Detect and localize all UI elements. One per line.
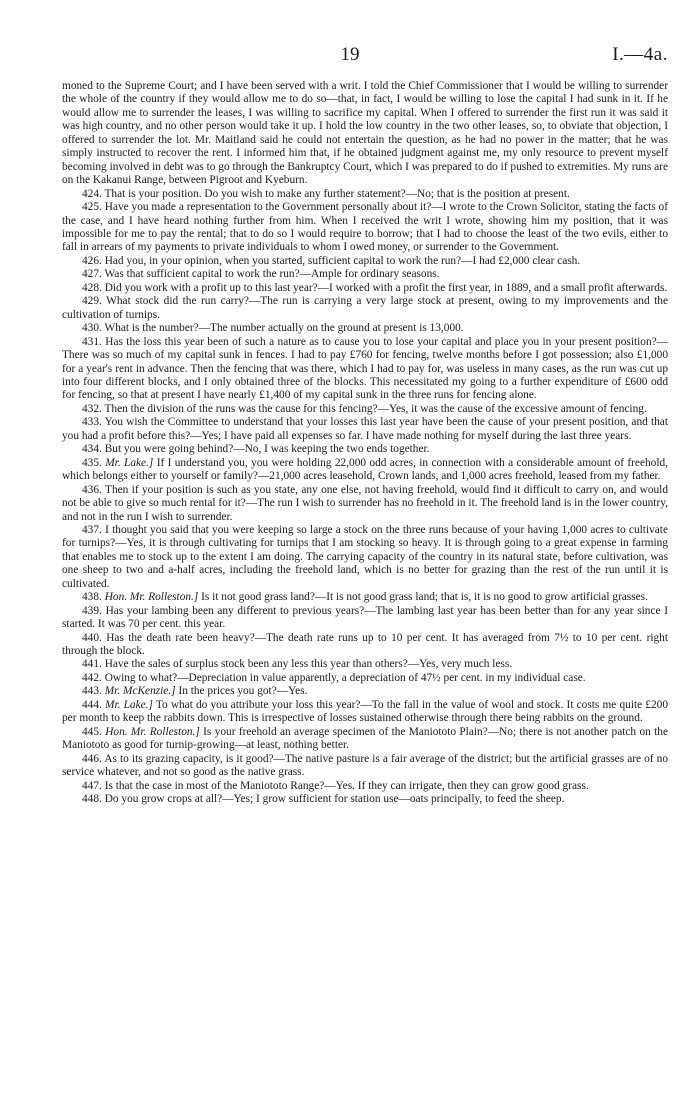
question-number: 429. xyxy=(82,295,102,308)
question-number: 425. xyxy=(82,201,102,214)
paragraph xyxy=(62,201,668,255)
question-number: 432. xyxy=(82,402,102,415)
paragraph xyxy=(62,416,668,443)
question-number: 440. xyxy=(82,631,102,644)
question-number: 428. xyxy=(82,281,102,294)
paragraph xyxy=(62,726,668,753)
paragraph-text: Has your lambing been any different to previous years?—The lambing last year has been better than for any year since I started. It was 70 per cent. this year. xyxy=(62,604,668,631)
question-number: 424. xyxy=(82,187,102,200)
paragraph-text: You wish the Committee to understand that your losses this last year have been the cause of your present position, and that you had a profit before this?—Yes; I have paid all expenses so far. I have made nothing for myself during the last three years. xyxy=(62,416,668,442)
paragraph xyxy=(62,591,668,604)
question-number: 446. xyxy=(82,752,102,765)
paragraph-text: As to its grazing capacity, is it good?—The native pasture is a fair average of the district; but the artificial grasses are of no service whatever, and not so good as the native grass. xyxy=(62,752,668,779)
paragraph-text: Did you work with a profit up to this last year?—I worked with a profit the first year, in 1889, and a small profit afterwards. xyxy=(104,281,668,294)
paragraph-text: But you were going behind?—No, I was keeping the two ends together. xyxy=(104,443,430,456)
question-number: 439. xyxy=(82,604,102,617)
paragraph xyxy=(62,699,668,726)
paragraph-text: I thought you said that you were keeping so large a stock on the three runs because of your having 1,000 acres to cultivate for turnips?—Yes, it is through cultivating for turnips that I am stocking so heavy. It is through going to a great expense in farming that enables me to stock up to the extent I am doing. The carrying capacity of the country in its natural state, before cultivation, was one sheep to two and a-half acres, including the freehold land, which is no better for grazing than the rest of the run until it is cultivated. xyxy=(62,523,668,590)
paragraph xyxy=(62,268,668,281)
paragraph xyxy=(62,632,668,659)
paragraph xyxy=(62,403,668,416)
paragraph xyxy=(62,524,668,591)
question-number: 436. xyxy=(82,483,102,496)
question-number: 426. xyxy=(82,254,102,267)
question-number: 435. xyxy=(82,456,102,469)
paragraph xyxy=(62,484,668,524)
question-number: 431. xyxy=(82,335,102,348)
paragraph-text: What stock did the run carry?—The run is carrying a very large stock at present, owing to my improvements and the cultivation of turnips. xyxy=(62,295,668,321)
question-number: 441. xyxy=(82,658,102,671)
paragraph-text: In the prices you got?—Yes. xyxy=(178,685,308,698)
question-number: 443. xyxy=(82,685,102,698)
paragraph-text: Then the division of the runs was the cause for this fencing?—Yes, it was the cause of the excessive amount of fencing. xyxy=(104,402,647,415)
speaker-name: Mr. Lake.] xyxy=(105,698,153,711)
paragraph-text: Was that sufficient capital to work the run?—Ample for ordinary seasons. xyxy=(104,268,440,281)
paragraph-text: What is the number?—The number actually on the ground at present is 13,000. xyxy=(104,322,464,335)
document-reference: I.—4a. xyxy=(612,44,668,65)
paragraph-text: Owing to what?—Depreciation in value apparently, a depreciation of 47½ per cent. in my individual case. xyxy=(104,671,586,684)
question-number: 448. xyxy=(82,793,102,806)
paragraph xyxy=(62,188,668,201)
question-number: 447. xyxy=(82,779,102,792)
paragraph xyxy=(62,793,668,806)
question-number: 434. xyxy=(82,443,102,456)
speaker-name: Hon. Mr. Rolleston.] xyxy=(104,591,199,604)
paragraph-text: Do you grow crops at all?—Yes; I grow sufficient for station use—oats principally, to feed the sheep. xyxy=(104,793,565,806)
paragraph xyxy=(62,685,668,698)
question-number: 445. xyxy=(82,725,102,738)
paragraph xyxy=(62,255,668,268)
question-number: 427. xyxy=(82,268,102,281)
paragraph xyxy=(62,295,668,322)
speaker-name: Hon. Mr. Rolleston.] xyxy=(105,725,200,738)
paragraph xyxy=(62,322,668,335)
paragraph xyxy=(62,282,668,295)
paragraph-text: Is that the case in most of the Maniototo Range?—Yes. If they can irrigate, then they can grow good grass. xyxy=(104,779,589,792)
paragraph-text: If I understand you, you were holding 22,000 odd acres, in connection with a considerable amount of freehold, which belongs either to yourself or family?—21,000 acres leasehold, Crown lands, and 1,000 acres freehold, leased from my father. xyxy=(62,456,668,483)
paragraph xyxy=(62,443,668,456)
paragraph-text: Is it not good grass land?—It is not good grass land; that is, it is no good to grow artificial grasses. xyxy=(201,591,648,604)
paragraph xyxy=(62,753,668,780)
speaker-name: Mr. Lake.] xyxy=(105,456,154,469)
question-number: 442. xyxy=(82,671,102,684)
paragraph-text: Has the loss this year been of such a nature as to cause you to lose your capital and place you in your present position?—There was so much of my capital sunk in fences. I had to pay £760 for fencing, twelve months before I got possession; also £1,000 for a year's rent in advance. Then the fencing that was there, which I had to pay for, was useless in many cases, as the run was cut up into four different blocks, and I only obtained three of the blocks. This necessitated my going to a further expenditure of £600 odd for fencing, so that at present I have nearly £1,400 of my capital sunk in the three runs for fencing alone. xyxy=(62,335,668,402)
paragraph xyxy=(62,605,668,632)
page-header xyxy=(0,44,700,70)
paragraph xyxy=(62,336,668,403)
paragraph xyxy=(62,80,668,188)
question-number: 433. xyxy=(82,416,102,429)
paragraph-text: Then if your position is such as you state, any one else, not having freehold, would find it difficult to carry on, and would not be able to give so much rental for it?—The run I wish to surrender has no freehold in it. The freehold land is in the lower country, and not in the run I wish to surrender. xyxy=(62,483,668,523)
paragraph-text: moned to the Supreme Court; and I have been served with a writ. I told the Chief Commissioner that I would be willing to surrender the whole of the country if they would allow me to do so—that, in fact, I would be willing to lose the capital I had sunk in it. If he would allow me to surrender the leases, I was willing to sacrifice my capital. When I offered to surrender the first run it was said it was high country, and no other person would take it up. I hold the low country in the two other leases, so, to obviate that objection, I offered to surrender the lot. Mr. Maitland said he could not entertain the question, as he had no power in the matter; that he was simply instructed to recover the rent. I informed him that, if he obtained judgment against me, my only resource to prevent myself becoming involved in debt was to go through the Bankruptcy Court, which I was prepared to do if pushed to extremities. My runs are on the Kakanui Range, between Pigroot and Kyeburn. xyxy=(62,80,668,187)
paragraph-text: Have the sales of surplus stock been any less this year than others?—Yes, very much less. xyxy=(104,658,513,671)
paragraph-text: That is your position. Do you wish to make any further statement?—No; that is the position at present. xyxy=(104,187,570,200)
question-number: 444. xyxy=(82,698,102,711)
paragraph-text: Have you made a representation to the Government personally about it?—I wrote to the Crown Solicitor, stating the facts of the case, and I have heard nothing further from him. When I received the writ I wrote, showing him my position, that it was impossible for me to pay the rental; that to do so I would require to borrow; that I had to choose the least of the two evils, either to fall in arrears of my payments to private individuals to whom I owed money, or surrender to the Government. xyxy=(62,201,669,254)
speaker-name: Mr. McKenzie.] xyxy=(104,685,176,698)
paragraph-text: Has the death rate been heavy?—The death rate runs up to 10 per cent. It has averaged from 7½ to 10 per cent. right through the block. xyxy=(62,631,668,658)
page-number: 19 xyxy=(340,44,360,65)
document-body xyxy=(62,80,668,806)
question-number: 430. xyxy=(82,322,102,335)
paragraph-text: Had you, in your opinion, when you started, sufficient capital to work the run?—I had £2,000 clear cash. xyxy=(104,254,581,267)
paragraph-text: Is your freehold an average specimen of the Maniototo Plain?—No; there is not another patch on the Maniototo as good for turnip-growing—at least, nothing better. xyxy=(62,725,668,752)
paragraph-text: To what do you attribute your loss this year?—To the fall in the value of wool and stock. It costs me quite £200 per month to keep the rabbits down. This is irrespective of losses sustained otherwise through there being rabbits on the ground. xyxy=(62,698,668,725)
paragraph xyxy=(62,672,668,685)
paragraph xyxy=(62,658,668,671)
paragraph xyxy=(62,457,668,484)
question-number: 437. xyxy=(82,523,102,536)
question-number: 438. xyxy=(82,591,102,604)
paragraph xyxy=(62,780,668,793)
